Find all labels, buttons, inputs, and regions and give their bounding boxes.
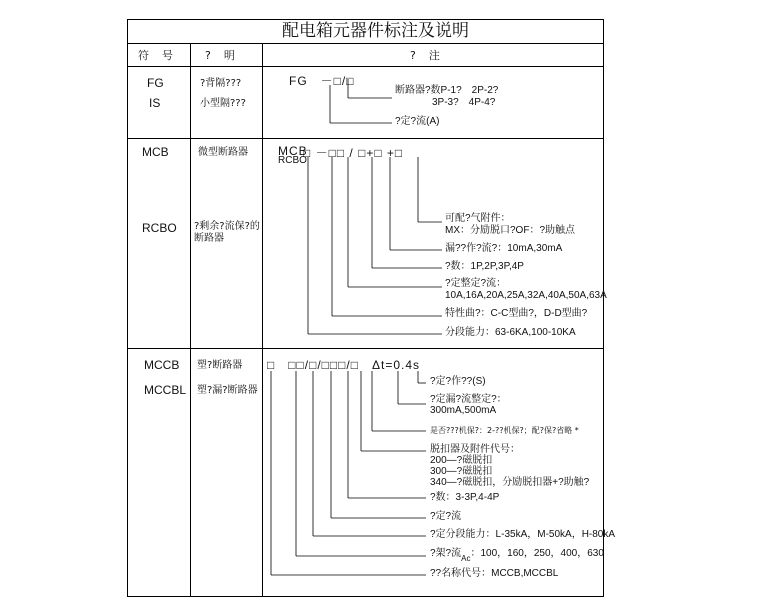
label-mccb-leak-b: 300mA,500mA (430, 405, 497, 416)
symbol-rcbo: RCBO (142, 221, 177, 235)
label-fg-poles-a: 断路器?数P-1? 2P-2? (395, 85, 499, 96)
label-mccb-action-time: ?定?作??(S) (430, 376, 486, 387)
label-mcb-rated-b: 10A,16A,20A,25A,32A,40A,50A,63A (445, 290, 607, 301)
label-fg-poles-b: 3P-3? 4P-4? (432, 97, 496, 108)
label-mcb-curve: 特性曲?：C-C型曲?，D-D型曲? (445, 308, 588, 319)
label-mcb-poles: ?数：1P,2P,3P,4P (445, 261, 524, 272)
label-mccb-release-a: 脱扣器及附件代号： (430, 444, 520, 455)
desc-rcbo-a: ?剩余?流保?的 (194, 221, 260, 232)
code-fg: FG －□/□ (289, 74, 355, 88)
label-mcb-leakage: 漏??作?流?：10mA,30mA (445, 243, 563, 254)
label-mccb-poles: ?数：3-3P,4-4P (430, 492, 500, 503)
desc-mccb: 塑?断路器 (197, 360, 243, 371)
label-mccb-release-c: 300—?磁脱扣 (430, 466, 493, 477)
label-mcb-accessory-b: MX：分励脱口?OF：?助触点 (445, 225, 576, 236)
label-mccb-breaking: ?定分段能力：L-35kA，M-50kA，H-80kA (430, 529, 616, 540)
symbol-mcb: MCB (142, 145, 169, 159)
label-mcb-rated-a: ?定整定?流： (445, 278, 507, 289)
label-mccb-release-d: 340—?磁脱扣，分励脱扣器+?助触? (430, 477, 590, 488)
desc-mccbl: 塑?漏?断路器 (197, 385, 258, 396)
label-mccb-frame-sub: Ac (461, 554, 471, 563)
label-mcb-accessory-a: 可配?气附件： (445, 213, 511, 224)
symbol-mccbl: MCCBL (144, 383, 187, 397)
header-symbol: 符 号 (138, 49, 174, 62)
code-mccb: □ □□/□/□□□/□ Δt=0.4s (267, 358, 421, 372)
label-mccb-frame (430, 548, 604, 563)
label-mccb-frame-b: ：100，160，250，400，630 (470, 548, 604, 559)
header-description: ? 明 (205, 49, 236, 62)
desc-mcb: 微型断路器 (198, 147, 248, 158)
label-mccb-leak-a: ?定漏?流整定?： (430, 394, 507, 405)
label-fg-current: ?定?流(A) (395, 116, 440, 127)
desc-is: 小型隔??? (200, 98, 246, 109)
symbol-fg: FG (147, 76, 164, 90)
code-mcb-body: □ －□□ / □+□ +□ (303, 146, 404, 160)
desc-rcbo-b: 断路器 (194, 233, 224, 244)
label-mccb-rated: ?定?流 (430, 511, 462, 522)
code-mcb-prefix: MCB (278, 144, 308, 158)
header-notes: ? 注 (410, 49, 441, 62)
label-mccb-model: ??名称代号：MCCB,MCCBL (430, 568, 559, 579)
symbol-mccb: MCCB (144, 358, 180, 372)
label-mccb-release-b: 200—?磁脱扣 (430, 455, 493, 466)
symbol-is: IS (149, 96, 161, 110)
label-mccb-frame-a: ?架?流 (430, 548, 462, 559)
label-mcb-breaking: 分段能力：63-6KA,100-10KA (445, 327, 576, 338)
code-rcbo-prefix: RCBO (278, 155, 307, 166)
desc-fg: ?背隔??? (200, 78, 242, 89)
label-mccb-alarm: 是否???机保?：2-??机保?；配?保?省略 * (430, 426, 579, 435)
page-title: 配电箱元器件标注及说明 (282, 21, 469, 41)
